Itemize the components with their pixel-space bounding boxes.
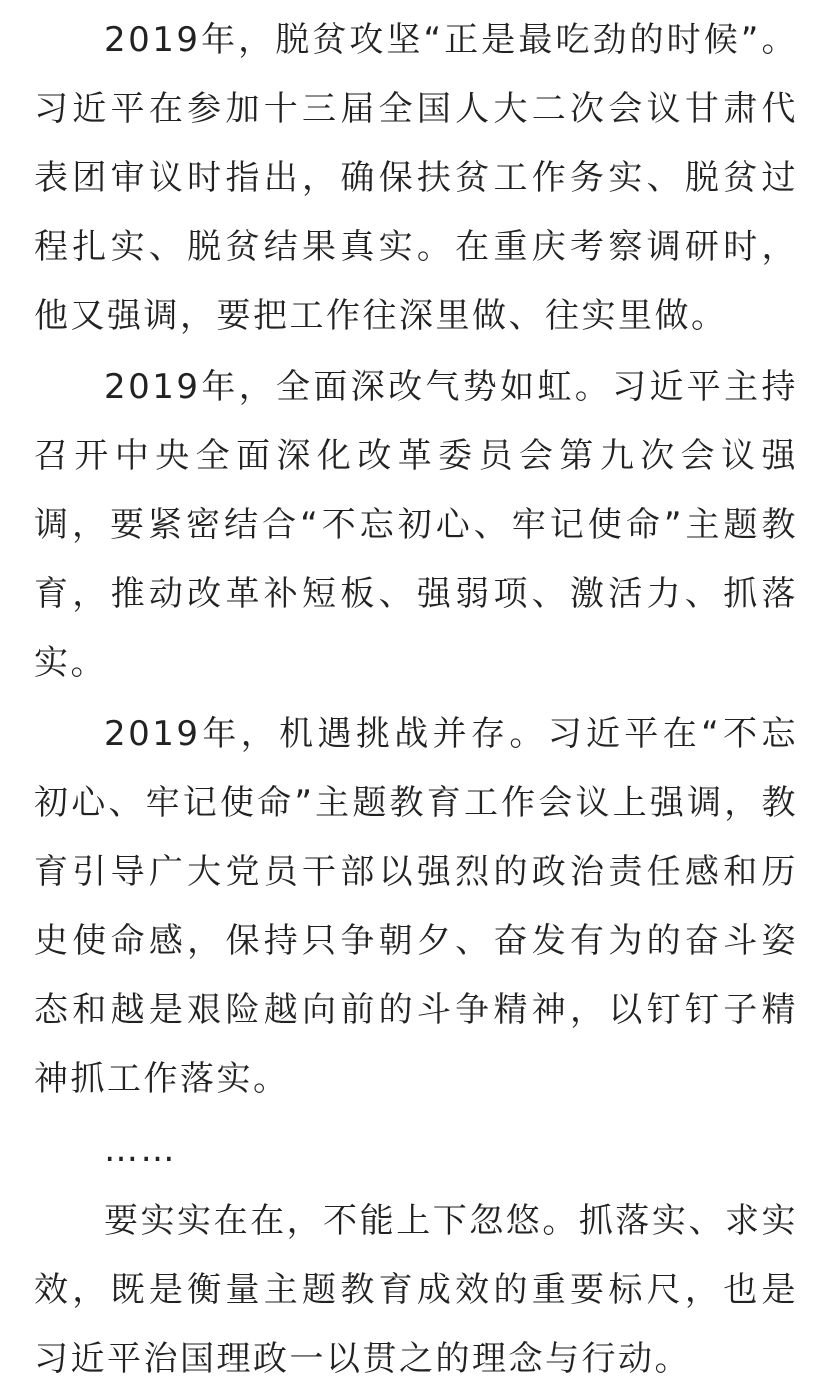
paragraph-deepening-reform: 2019年，全面深改气势如虹。习近平主持召开中央全面深化改革委员会第九次会议强调，要紧密结合“不忘初心、牢记使命”主题教育，推动改革补短板、强弱项、激活力、抓落实。: [34, 367, 798, 683]
paragraph-ellipsis: ……: [104, 1130, 177, 1170]
paragraph-conclusion: 要实实在在，不能上下忽悠。抓落实、求实效，既是衡量主题教育成效的重要标尺，也是习近平治国理政一以贯之的理念与行动。: [34, 1201, 798, 1379]
article-body: [0, 6, 828, 1379]
paragraph-opportunities-challenges: 2019年，机遇挑战并存。习近平在“不忘初心、牢记使命”主题教育工作会议上强调，教育引导广大党员干部以强烈的政治责任感和历史使命感，保持只争朝夕、奋发有为的奋斗姿态和越是艰险越向前的斗争精神，以钉钉子精神抓工作落实。: [34, 714, 798, 1099]
paragraph-poverty-alleviation: 2019年，脱贫攻坚“正是最吃劲的时候”。习近平在参加十三届全国人大二次会议甘肃代表团审议时指出，确保扶贫工作务实、脱贫过程扎实、脱贫结果真实。在重庆考察调研时，他又强调，要把工作往深里做、往实里做。: [34, 20, 798, 336]
